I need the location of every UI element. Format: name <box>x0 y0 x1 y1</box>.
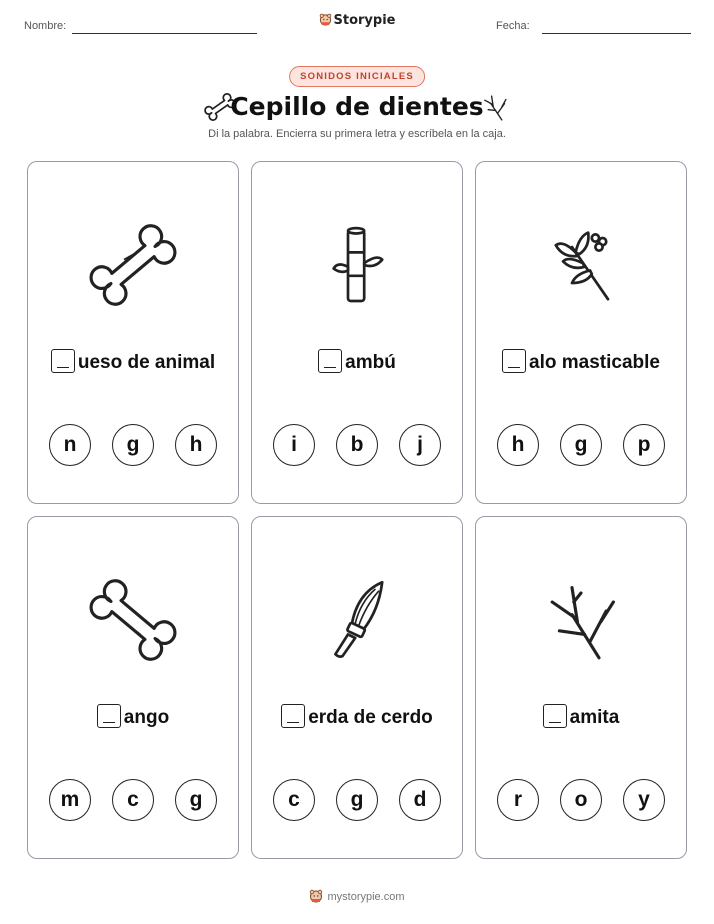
bone-icon <box>88 220 178 310</box>
word-prompt: ueso de animal <box>28 349 238 374</box>
letter-option[interactable]: c <box>273 779 315 821</box>
letter-option[interactable]: j <box>399 424 441 466</box>
letter-option[interactable]: r <box>497 779 539 821</box>
letter-option[interactable]: h <box>175 424 217 466</box>
letter-option[interactable]: g <box>112 424 154 466</box>
word-card <box>475 161 687 504</box>
letter-option[interactable]: n <box>49 424 91 466</box>
instructions: Di la palabra. Encierra su primera letra y escríbela en la caja. <box>208 128 506 140</box>
word-card <box>27 161 239 504</box>
letter-option[interactable]: h <box>497 424 539 466</box>
date-line[interactable] <box>542 33 691 34</box>
letter-option[interactable]: y <box>623 779 665 821</box>
letter-option[interactable]: c <box>112 779 154 821</box>
storypie-mascot-icon <box>309 889 323 903</box>
topic-badge: SONIDOS INICIALES <box>289 66 425 87</box>
answer-box[interactable] <box>543 704 567 728</box>
date-label: Fecha: <box>496 20 530 32</box>
page-title: Cepillo de dientes <box>230 92 484 121</box>
word-prompt: ambú <box>252 349 462 374</box>
branch-icon <box>536 575 626 665</box>
name-label: Nombre: <box>24 20 67 32</box>
answer-box[interactable] <box>502 349 526 373</box>
answer-box[interactable] <box>51 349 75 373</box>
letter-option[interactable]: o <box>560 779 602 821</box>
name-line[interactable] <box>72 33 257 34</box>
bone-icon <box>88 575 178 665</box>
word-card <box>475 516 687 859</box>
letter-option[interactable]: p <box>623 424 665 466</box>
bamboo-icon <box>312 220 402 310</box>
footer-url[interactable]: mystorypie.com <box>327 891 405 903</box>
letter-option[interactable]: b <box>336 424 378 466</box>
letter-option[interactable]: g <box>336 779 378 821</box>
bristle-brush-icon <box>312 575 402 665</box>
word-prompt: amita <box>476 704 686 729</box>
brand-logo <box>0 13 714 28</box>
twig-icon <box>536 220 626 310</box>
word-prompt: ango <box>28 704 238 729</box>
answer-box[interactable] <box>281 704 305 728</box>
branch-icon <box>478 90 512 124</box>
word-card <box>251 161 463 504</box>
letter-option[interactable]: g <box>560 424 602 466</box>
word-card <box>27 516 239 859</box>
answer-box[interactable] <box>97 704 121 728</box>
word-card <box>251 516 463 859</box>
answer-box[interactable] <box>318 349 342 373</box>
brand-name: Storypie <box>333 13 396 28</box>
word-prompt: alo masticable <box>476 349 686 374</box>
word-prompt: erda de cerdo <box>252 704 462 729</box>
letter-option[interactable]: d <box>399 779 441 821</box>
letter-option[interactable]: g <box>175 779 217 821</box>
letter-option[interactable]: i <box>273 424 315 466</box>
letter-option[interactable]: m <box>49 779 91 821</box>
footer <box>0 889 714 903</box>
storypie-mascot-icon <box>319 13 332 26</box>
